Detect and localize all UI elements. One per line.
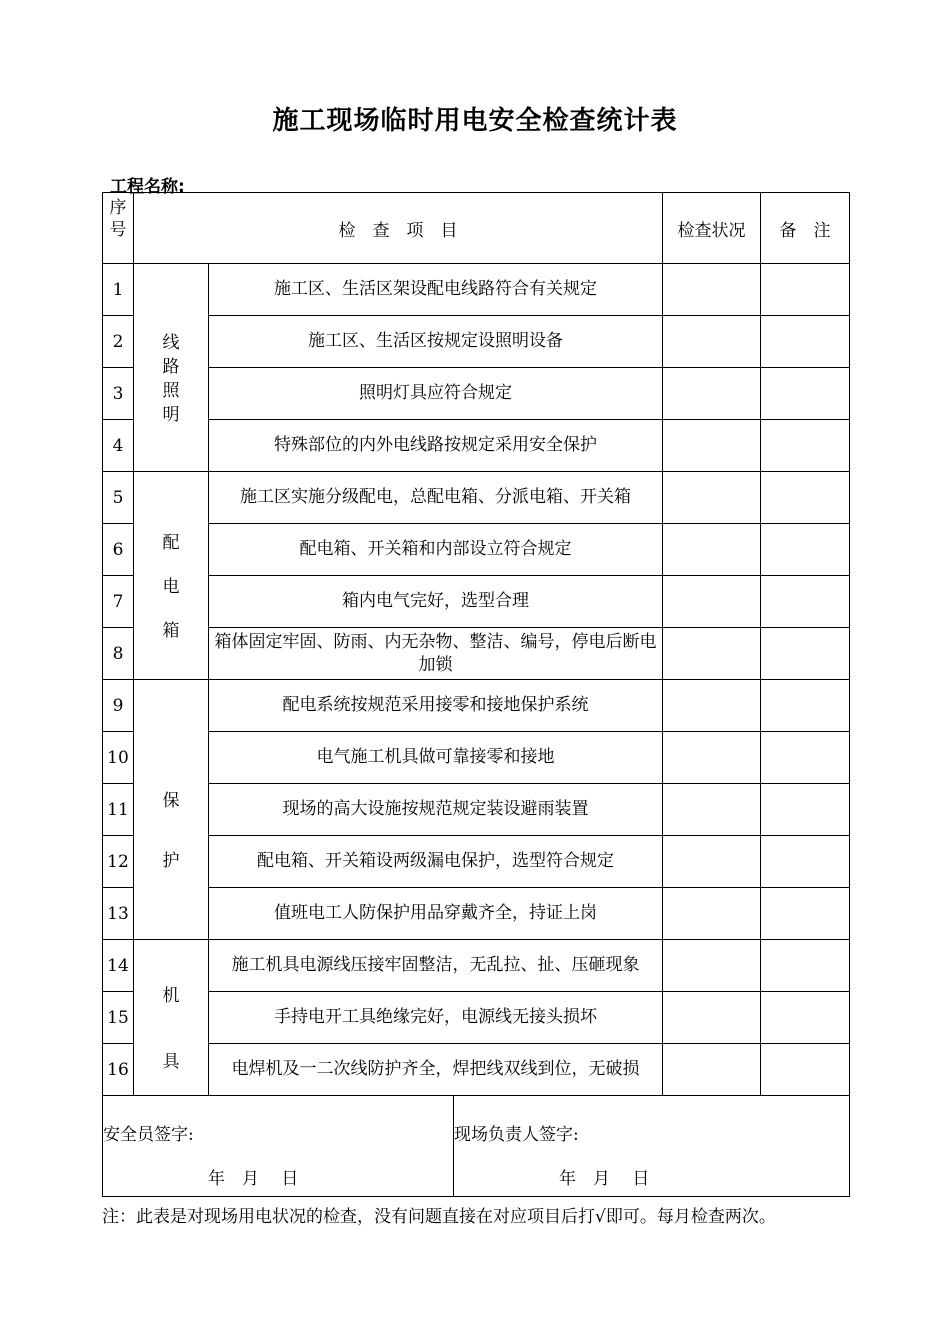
- signature-row: [103, 1096, 850, 1197]
- item-text: 配电系统按规范采用接零和接地保护系统: [209, 680, 663, 732]
- status-cell[interactable]: [663, 264, 761, 316]
- remark-cell[interactable]: [761, 576, 850, 628]
- site-manager-label: 现场负责人签字:: [454, 1125, 579, 1145]
- table-row: [103, 940, 850, 992]
- remark-cell[interactable]: [761, 992, 850, 1044]
- site-manager-signature-cell[interactable]: [454, 1096, 849, 1196]
- row-number: 3: [103, 368, 134, 420]
- remark-cell[interactable]: [761, 472, 850, 524]
- row-number: 8: [103, 628, 134, 680]
- table-row: [103, 316, 850, 368]
- item-text: 值班电工人防保护用品穿戴齐全，持证上岗: [209, 888, 663, 940]
- item-text: 照明灯具应符合规定: [209, 368, 663, 420]
- remark-cell[interactable]: [761, 524, 850, 576]
- inspection-table: [102, 192, 850, 1197]
- table-row: [103, 264, 850, 316]
- row-number: 9: [103, 680, 134, 732]
- footnote: 注：此表是对现场用电状况的检查，没有问题直接在对应项目后打√即可。每月检查两次。: [102, 1207, 776, 1227]
- category-distribution-box: 配 电 箱: [134, 472, 209, 680]
- status-cell[interactable]: [663, 628, 761, 680]
- item-text: 箱内电气完好，选型合理: [209, 576, 663, 628]
- remark-cell[interactable]: [761, 784, 850, 836]
- remark-cell[interactable]: [761, 836, 850, 888]
- table-row: [103, 628, 850, 680]
- table-row: [103, 836, 850, 888]
- table-row: [103, 1044, 850, 1096]
- remark-cell[interactable]: [761, 888, 850, 940]
- table-row: [103, 732, 850, 784]
- item-text: 施工区、生活区按规定设照明设备: [209, 316, 663, 368]
- header-seq: 序 号: [103, 193, 134, 264]
- header-remark: 备 注: [761, 193, 850, 264]
- status-cell[interactable]: [663, 680, 761, 732]
- safety-officer-signature-cell[interactable]: [103, 1096, 454, 1196]
- safety-officer-label: 安全员签字:: [103, 1125, 194, 1145]
- table-header-row: [103, 193, 850, 264]
- table-row: [103, 680, 850, 732]
- item-text: 手持电开工具绝缘完好，电源线无接头损坏: [209, 992, 663, 1044]
- item-text: 施工区、生活区架设配电线路符合有关规定: [209, 264, 663, 316]
- row-number: 1: [103, 264, 134, 316]
- status-cell[interactable]: [663, 732, 761, 784]
- table-row: [103, 368, 850, 420]
- table-row: [103, 472, 850, 524]
- table-row: [103, 784, 850, 836]
- item-text: 现场的高大设施按规范规定装设避雨装置: [209, 784, 663, 836]
- remark-cell[interactable]: [761, 420, 850, 472]
- status-cell[interactable]: [663, 368, 761, 420]
- table-row: [103, 576, 850, 628]
- remark-cell[interactable]: [761, 316, 850, 368]
- status-cell[interactable]: [663, 420, 761, 472]
- item-text: 施工机具电源线压接牢固整洁，无乱拉、扯、压砸现象: [209, 940, 663, 992]
- status-cell[interactable]: [663, 992, 761, 1044]
- row-number: 2: [103, 316, 134, 368]
- page-title: 施工现场临时用电安全检查统计表: [272, 106, 678, 136]
- row-number: 16: [103, 1044, 134, 1096]
- row-number: 7: [103, 576, 134, 628]
- item-text: 特殊部位的内外电线路按规定采用安全保护: [209, 420, 663, 472]
- status-cell[interactable]: [663, 576, 761, 628]
- row-number: 5: [103, 472, 134, 524]
- item-text: 电焊机及一二次线防护齐全，焊把线双线到位，无破损: [209, 1044, 663, 1096]
- item-text: 箱体固定牢固、防雨、内无杂物、整洁、编号，停电后断电加锁: [209, 628, 663, 680]
- row-number: 10: [103, 732, 134, 784]
- table-row: [103, 420, 850, 472]
- remark-cell[interactable]: [761, 1044, 850, 1096]
- signature-area: [103, 1096, 850, 1197]
- status-cell[interactable]: [663, 784, 761, 836]
- row-number: 11: [103, 784, 134, 836]
- header-item: 检 查 项 目: [134, 193, 663, 264]
- header-status: 检查状况: [663, 193, 761, 264]
- remark-cell[interactable]: [761, 368, 850, 420]
- remark-cell[interactable]: [761, 628, 850, 680]
- category-protection: 保 护: [134, 680, 209, 940]
- row-number: 15: [103, 992, 134, 1044]
- category-equipment: 机 具: [134, 940, 209, 1096]
- status-cell[interactable]: [663, 316, 761, 368]
- row-number: 6: [103, 524, 134, 576]
- table-row: [103, 992, 850, 1044]
- row-number: 14: [103, 940, 134, 992]
- remark-cell[interactable]: [761, 732, 850, 784]
- table-row: [103, 888, 850, 940]
- remark-cell[interactable]: [761, 264, 850, 316]
- item-text: 电气施工机具做可靠接零和接地: [209, 732, 663, 784]
- status-cell[interactable]: [663, 472, 761, 524]
- category-lighting: 线 路 照 明: [134, 264, 209, 472]
- status-cell[interactable]: [663, 1044, 761, 1096]
- project-name-label: 工程名称:: [110, 177, 185, 197]
- item-text: 施工区实施分级配电，总配电箱、分派电箱、开关箱: [209, 472, 663, 524]
- status-cell[interactable]: [663, 524, 761, 576]
- row-number: 12: [103, 836, 134, 888]
- safety-officer-date: 年 月 日: [208, 1169, 299, 1189]
- item-text: 配电箱、开关箱设两级漏电保护，选型符合规定: [209, 836, 663, 888]
- site-manager-date: 年 月 日: [559, 1169, 650, 1189]
- status-cell[interactable]: [663, 940, 761, 992]
- status-cell[interactable]: [663, 836, 761, 888]
- status-cell[interactable]: [663, 888, 761, 940]
- table-row: [103, 524, 850, 576]
- row-number: 13: [103, 888, 134, 940]
- remark-cell[interactable]: [761, 680, 850, 732]
- row-number: 4: [103, 420, 134, 472]
- item-text: 配电箱、开关箱和内部设立符合规定: [209, 524, 663, 576]
- remark-cell[interactable]: [761, 940, 850, 992]
